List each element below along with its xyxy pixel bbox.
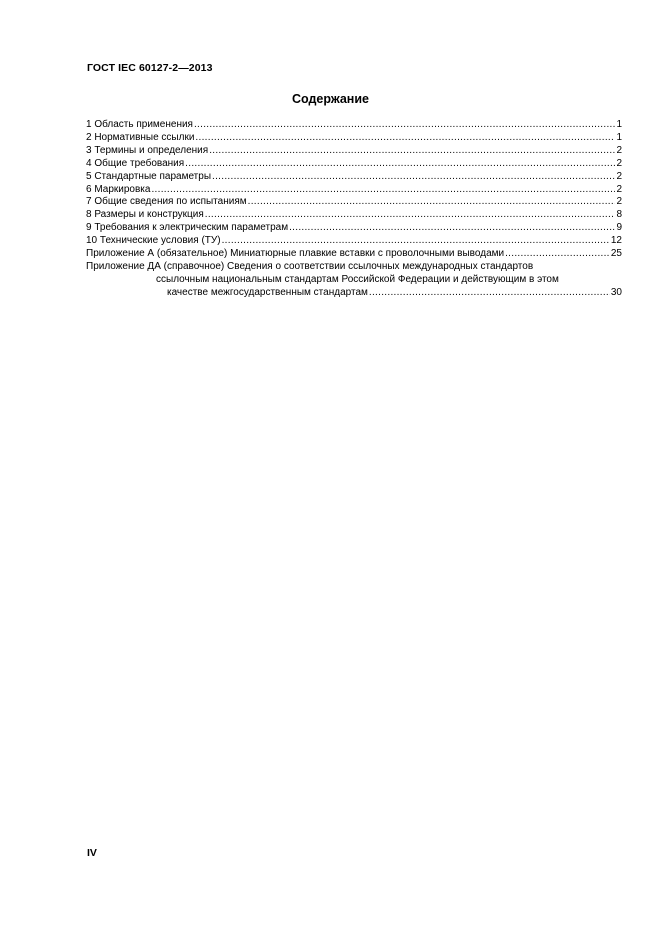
toc-entry-annex-da-continuation [86,274,622,287]
toc-entry-scope[interactable] [86,119,622,132]
toc-entry-label: 8 Размеры и конструкция [86,209,204,221]
toc-leader-dots [209,145,615,158]
toc-entry-page: 12 [610,235,622,247]
toc-entry-page: 2 [616,196,622,208]
toc-entry-page: 30 [610,286,622,298]
toc-entry-page: 2 [616,157,622,169]
toc-leader-dots [248,196,616,209]
toc-entry-label: 2 Нормативные ссылки [86,131,195,143]
toc-entry-terms[interactable] [86,145,622,158]
toc-entry-electrical[interactable] [86,222,622,235]
toc-entry-label: качестве межгосударственным стандартам [167,286,368,298]
toc-title: Содержание [291,92,369,106]
toc-entry-marking[interactable] [86,184,622,197]
toc-entry-normative-refs[interactable] [86,132,622,145]
toc-entry-page: 1 [616,131,622,143]
toc-entry-page: 9 [616,222,622,234]
toc-entry-page: 2 [616,183,622,195]
toc-entry-label: 3 Термины и определения [86,144,209,156]
toc-entry-annex-da-last-line[interactable] [86,287,622,300]
toc-leader-dots [185,158,615,171]
toc-leader-dots [505,248,610,261]
toc-entry-label: 9 Требования к электрическим параметрам [86,222,289,234]
toc-leader-dots [194,119,615,132]
toc-entry-tests[interactable] [86,196,622,209]
standard-code: ГОСТ IEC 60127-2—2013 [87,62,213,74]
toc-entry-page: 8 [616,209,622,221]
toc-entry-label: 4 Общие требования [86,157,185,169]
toc-entry-label: 1 Область применения [86,119,193,130]
toc-leader-dots [222,235,610,248]
toc-entry-dimensions[interactable] [86,209,622,222]
toc-entry-annex-da[interactable] [86,261,622,274]
toc-entry-label: 5 Стандартные параметры [86,170,212,182]
toc-entry-page: 2 [616,144,622,156]
toc-leader-dots [212,171,615,184]
toc-entry-label: 10 Технические условия (ТУ) [86,235,221,247]
table-of-contents [86,119,622,300]
toc-entry-general-requirements[interactable] [86,158,622,171]
toc-entry-page: 25 [610,248,622,260]
toc-entry-label: Приложение ДА (справочное) Сведения о соответствии ссылочных международных стандартов [86,260,534,272]
toc-leader-dots [289,222,615,235]
toc-leader-dots [151,184,615,197]
toc-entry-label: 6 Маркировка [86,183,151,195]
toc-leader-dots [205,209,616,222]
toc-entry-label: ссылочным национальным стандартам Российской Федерации и действующим в этом [156,273,559,285]
toc-entry-label: 7 Общие сведения по испытаниям [86,196,247,208]
toc-entry-page: 1 [616,119,622,130]
toc-entry-standard-ratings[interactable] [86,171,622,184]
page-number: IV [87,847,97,859]
toc-entry-annex-a[interactable] [86,248,622,261]
toc-leader-dots [195,132,615,145]
toc-entry-label: Приложение А (обязательное) Миниатюрные плавкие вставки с проволочными выводами [86,248,505,260]
toc-entry-specifications[interactable] [86,235,622,248]
toc-leader-dots [369,287,610,300]
toc-entry-page: 2 [616,170,622,182]
